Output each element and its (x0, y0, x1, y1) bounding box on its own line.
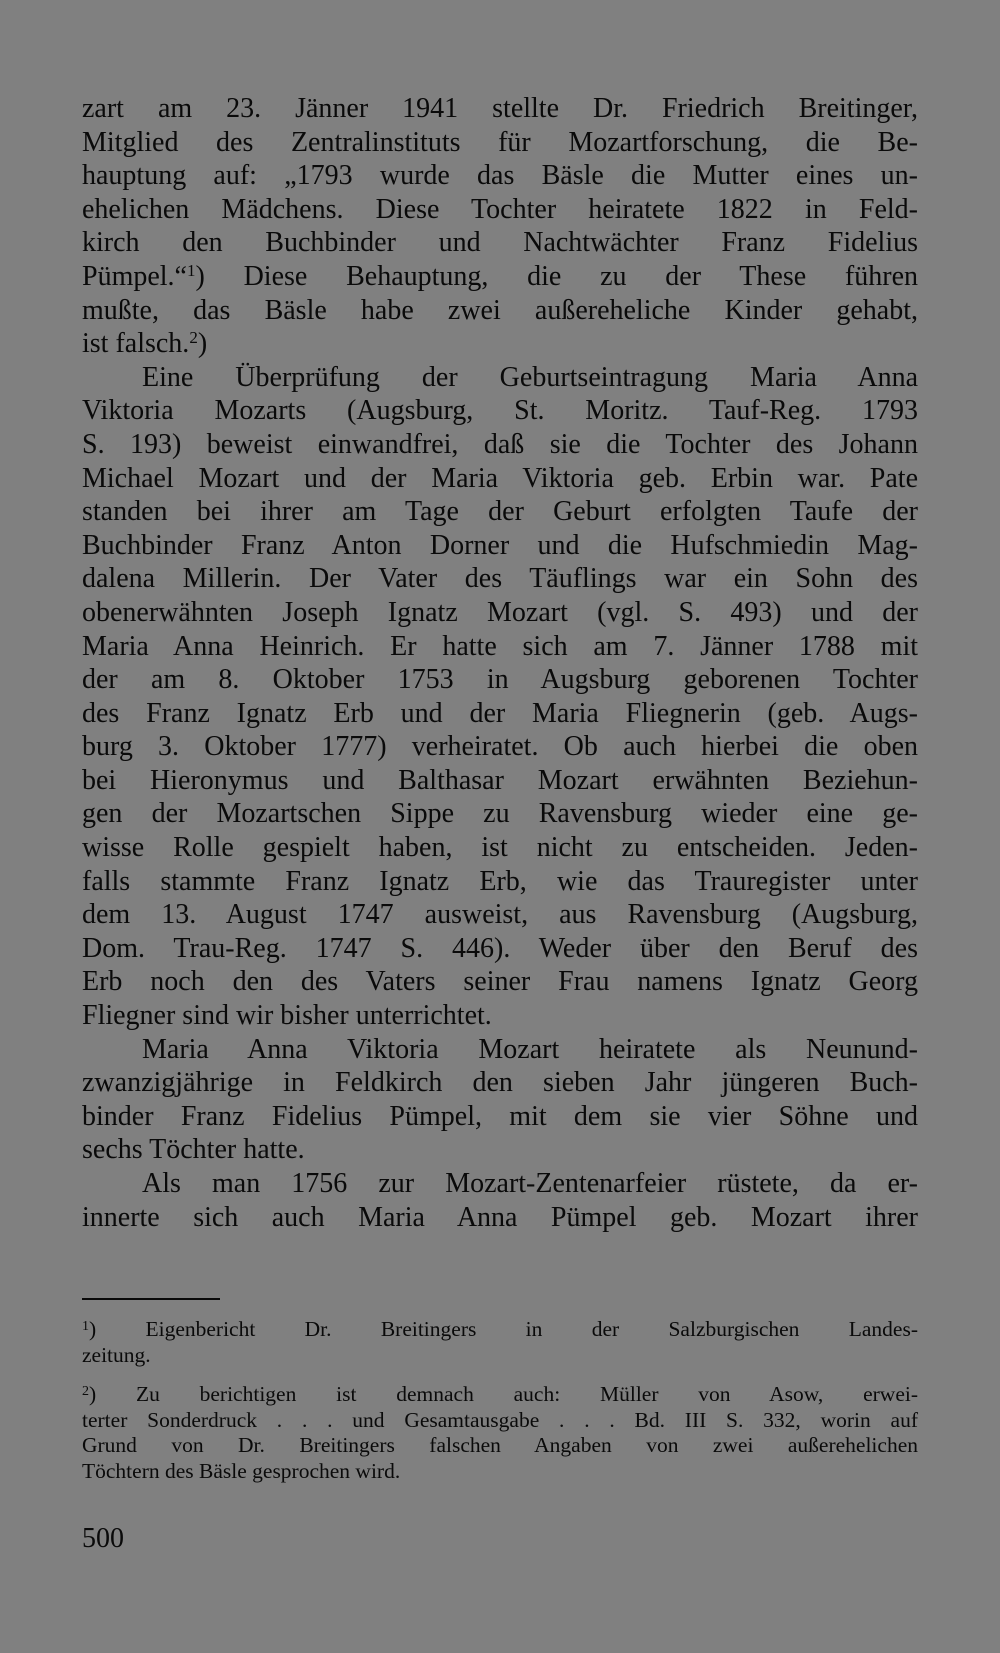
footnote-line (82, 1408, 918, 1434)
text-line (82, 965, 918, 999)
line-text: wisse Rolle gespielt haben, ist nicht zu entscheiden. Jeden- (82, 832, 918, 864)
line-text: des Franz Ignatz Erb und der Maria Fliegnerin (geb. Augs- (82, 697, 918, 729)
text-line (82, 394, 918, 428)
text-line (82, 193, 918, 227)
footnote (82, 1382, 918, 1484)
text-line (82, 529, 918, 563)
line-text: Viktoria Mozarts (Augsburg, St. Moritz. Tauf-Reg. 1793 (82, 395, 918, 427)
line-text: kirch den Buchbinder und Nachtwächter Franz Fidelius (82, 227, 918, 259)
text-line (82, 294, 918, 328)
text-line (82, 462, 918, 496)
text-line (82, 663, 918, 697)
footnote-number: 2 (82, 1384, 89, 1400)
line-text: burg 3. Oktober 1777) verheiratet. Ob auch hierbei die oben (82, 731, 918, 763)
line-text: zart am 23. Jänner 1941 stellte Dr. Friedrich Breitinger, (82, 93, 918, 124)
text-line (82, 428, 918, 462)
footnote-text: ) Eigenbericht Dr. Breitingers in der Salzburgischen Landes- (89, 1317, 918, 1341)
text-line (82, 260, 918, 294)
body-text (82, 92, 918, 1234)
text-line (82, 562, 918, 596)
text-line (82, 1100, 918, 1134)
line-text: Maria Anna Heinrich. Er hatte sich am 7. Jänner 1788 mit (82, 630, 918, 662)
line-text: gen der Mozartschen Sippe zu Ravensburg wieder eine ge- (82, 798, 918, 830)
line-text-continued: ) Diese Behauptung, die zu der These führen (195, 260, 918, 292)
text-line (82, 361, 918, 395)
text-line (82, 226, 918, 260)
page-number: 500 (82, 1523, 124, 1554)
line-text: sechs Töchter hatte. (82, 1134, 305, 1166)
text-line (82, 932, 918, 966)
footnote-line (82, 1343, 918, 1369)
text-line (82, 126, 918, 160)
text-line (82, 1133, 918, 1167)
footnote-line (82, 1459, 918, 1485)
line-text: Dom. Trau-Reg. 1747 S. 446). Weder über den Beruf des (82, 932, 918, 964)
text-line (82, 730, 918, 764)
footnote-marker: 2 (189, 328, 198, 348)
text-line (82, 159, 918, 193)
footnote-gap (82, 1368, 918, 1382)
line-text: S. 193) beweist einwandfrei, daß sie die Tochter des Johann (82, 428, 918, 460)
footnote-line (82, 1382, 918, 1408)
text-line (82, 1033, 918, 1067)
line-text: Mitglied des Zentralinstituts für Mozartforschung, die Be- (82, 126, 918, 158)
text-line (82, 831, 918, 865)
line-text: binder Franz Fidelius Pümpel, mit dem sie vier Söhne und (82, 1100, 918, 1132)
line-text: bei Hieronymus und Balthasar Mozart erwähnten Beziehun- (82, 764, 918, 796)
line-text: Michael Mozart und der Maria Viktoria geb. Erbin war. Pate (82, 462, 918, 494)
text-line (82, 630, 918, 664)
line-text: mußte, das Bäsle habe zwei außereheliche Kinder gehabt, (82, 294, 918, 326)
text-line (82, 327, 918, 361)
footnote-marker: 1 (187, 260, 196, 280)
footnotes (82, 1317, 918, 1485)
text-line (82, 999, 918, 1033)
footnote-line (82, 1317, 918, 1343)
line-text: innerte sich auch Maria Anna Pümpel geb. Mozart ihrer (82, 1201, 918, 1233)
line-text: falls stammte Franz Ignatz Erb, wie das Trauregister unter (82, 865, 918, 897)
footnote-text: terter Sonderdruck . . . und Gesamtausgabe . . . Bd. III S. 332, worin auf (82, 1407, 918, 1432)
footnote-text: zeitung. (82, 1342, 151, 1367)
line-text: Fliegner sind wir bisher unterrichtet. (82, 1000, 492, 1032)
line-text: ist falsch. (82, 328, 190, 360)
line-text: hauptung auf: „1793 wurde das Bäsle die Mutter eines un- (82, 160, 918, 192)
footnote-separator (82, 1298, 220, 1300)
line-text: der am 8. Oktober 1753 in Augsburg geborenen Tochter (82, 664, 918, 696)
line-text: dem 13. August 1747 ausweist, aus Ravensburg (Augsburg, (82, 899, 918, 931)
text-line (82, 764, 918, 798)
line-text: standen bei ihrer am Tage der Geburt erfolgten Taufe der (82, 496, 918, 528)
footnote-text: ) Zu berichtigen ist demnach auch: Müller von Asow, erwei- (89, 1382, 918, 1407)
line-text: Als man 1756 zur Mozart-Zentenarfeier rüstete, da er- (142, 1168, 918, 1199)
text-line (82, 697, 918, 731)
text-line (82, 1167, 918, 1201)
text-line (82, 92, 918, 126)
footnote-text: Grund von Dr. Breitingers falschen Angaben von zwei außerehelichen (82, 1433, 918, 1458)
line-text: Maria Anna Viktoria Mozart heiratete als Neunund- (142, 1033, 918, 1065)
footnote (82, 1317, 918, 1368)
footnote-line (82, 1433, 918, 1459)
line-text: zwanzigjährige in Feldkirch den sieben Jahr jüngeren Buch- (82, 1067, 918, 1099)
line-text: obenerwähnten Joseph Ignatz Mozart (vgl. S. 493) und der (82, 596, 918, 628)
text-line (82, 495, 918, 529)
line-text: Pümpel.“ (82, 260, 187, 292)
text-line (82, 596, 918, 630)
text-line (82, 1066, 918, 1100)
line-text: ehelichen Mädchens. Diese Tochter heiratete 1822 in Feld- (82, 193, 918, 225)
text-line (82, 898, 918, 932)
footnote-number: 1 (82, 1319, 89, 1334)
text-line (82, 865, 918, 899)
text-line (82, 1201, 918, 1235)
line-text: Erb noch den des Vaters seiner Frau namens Ignatz Georg (82, 966, 918, 998)
line-text-continued: ) (197, 328, 208, 360)
text-line (82, 797, 918, 831)
line-text: Eine Überprüfung der Geburtseintragung Maria Anna (142, 361, 918, 393)
line-text: dalena Millerin. Der Vater des Täuflings war ein Sohn des (82, 563, 918, 595)
footnote-text: Töchtern des Bäsle gesprochen wird. (82, 1458, 401, 1483)
line-text: Buchbinder Franz Anton Dorner und die Hufschmiedin Mag- (82, 529, 918, 561)
